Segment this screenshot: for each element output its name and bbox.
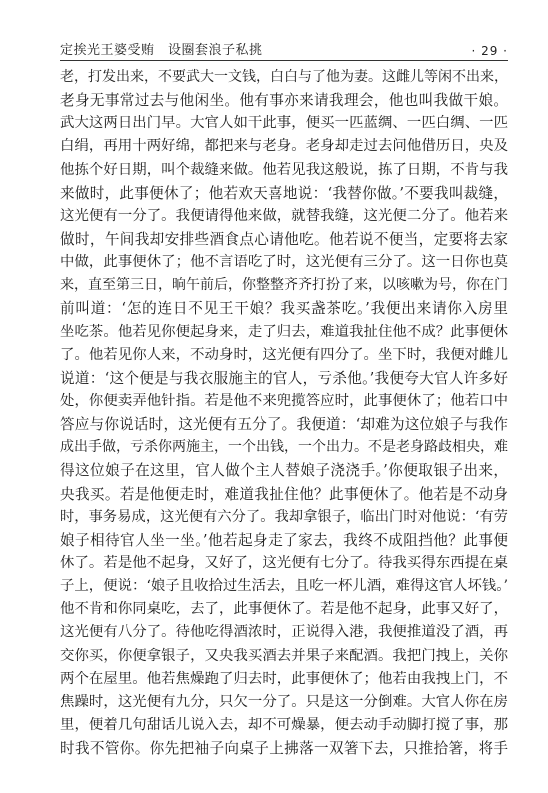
text-line: 得这位娘子在这里，官人做个主人替娘子浇浇手。’你便取银子出来， — [60, 462, 508, 480]
text-line: 娘子相待官人坐一坐。’他若起身走了家去，我终不成阻挡他？此事便 — [60, 531, 508, 549]
body-text — [60, 66, 508, 760]
text-line: 老身无事常过去与他闲坐。他有事亦来请我理会，他也叫我做干娘。 — [60, 92, 508, 110]
text-line: 他拣个好日期，叫个裁缝来做。他若见我这般说，拣了日期，不肯与我 — [60, 161, 508, 178]
text-line: 休了。若是他不起身，又好了，这光便有七分了。待我买得东西提在桌 — [60, 554, 508, 571]
text-line: 来做时，此事便休了；他若欢天喜地说：‘我替你做。’不要我叫裁缝， — [60, 184, 508, 202]
text-line: 了。他若见你人来，不动身时，这光便有四分了。坐下时，我便对雌儿 — [60, 346, 508, 363]
text-line: 来，直至第三日，晌午前后，你整整齐齐打扮了来，以咳嗽为号，你在门 — [60, 277, 508, 294]
text-line: 答应与你说话时，这光便有五分了。我便道：‘却难为这位娘子与我作 — [60, 416, 508, 434]
text-line: 子上，便说：‘娘子且收拾过生活去，且吃一杯儿酒，难得这官人坏钱。’ — [60, 578, 508, 595]
text-line: 成出手做，亏杀你两施主，一个出钱，一个出力。不是老身路歧相央，难 — [60, 439, 508, 456]
chapter-title: 定挨光王婆受贿 设圈套浪子私挑 — [60, 43, 263, 58]
text-line: 做时，午间我却安排些酒食点心请他吃。他若说不便当，定要将去家 — [60, 230, 508, 248]
text-line: 前叫道：‘怎的连日不见王干娘？我买盏茶吃。’我便出来请你入房里 — [60, 300, 508, 318]
text-line: 中做，此事便休了；他不言语吃了时，这光便有三分了。这一日你也莫 — [60, 254, 508, 271]
page-number: · 29 · — [471, 44, 508, 58]
text-line: 他不肯和你同桌吃，去了，此事便休了。若是他不起身，此事又好了， — [60, 601, 508, 618]
text-line: 坐吃茶。他若见你便起身来，走了归去，难道我扯住他不成？此事便休 — [60, 323, 508, 340]
text-line: 时，事务易成，这光便有六分了。我却拿银子，临出门时对他说：‘有劳 — [60, 508, 508, 525]
text-line: 时我不管你。你先把袖子向桌子上拂落一双箸下去，只推拾箸，将手 — [60, 740, 508, 758]
text-line: 说道：‘这个便是与我衣服施主的官人，亏杀他。’我便夸大官人许多好 — [60, 369, 508, 387]
text-line: 老，打发出来，不要武大一文钱，白白与了他为妻。这雌儿等闲不出来， — [60, 69, 508, 85]
text-line: 这光便有一分了。我便请得他来做，就替我缝，这光便二分了。他若来 — [60, 207, 508, 224]
text-line: 白绢，再用十两好绵，都把来与老身。老身却走过去问他借历日，央及 — [60, 138, 508, 155]
text-line: 处，你便卖弄他针指。若是他不来兜揽答应时，此事便休了；他若口中 — [60, 392, 508, 409]
text-line: 两个在屋里。他若焦燥跑了归去时，此事便休了；他若由我拽上门，不 — [60, 670, 508, 687]
text-line: 央我买。若是他便走时，难道我扯住他？此事便休了。他若是不动身 — [60, 485, 508, 503]
text-line: 焦躁时，这光便有九分，只欠一分了。只是这一分倒难。大官人你在房 — [60, 693, 508, 710]
text-line: 交你买，你便拿银子，又央我买酒去并果子来配酒。我把门拽上，关你 — [60, 647, 508, 664]
text-line: 这光便有八分了。待他吃得酒浓时，正说得入港，我便推道没了酒，再 — [60, 624, 508, 641]
text-line: 武大这两日出门早。大官人如干此事，便买一匹蓝绸、一匹白绸、一匹 — [60, 115, 508, 132]
running-header — [60, 36, 508, 58]
header-rule — [60, 60, 508, 61]
text-line: 里，便着几句甜话儿说入去，却不可燥暴，便去动手动脚打搅了事，那 — [60, 716, 508, 733]
